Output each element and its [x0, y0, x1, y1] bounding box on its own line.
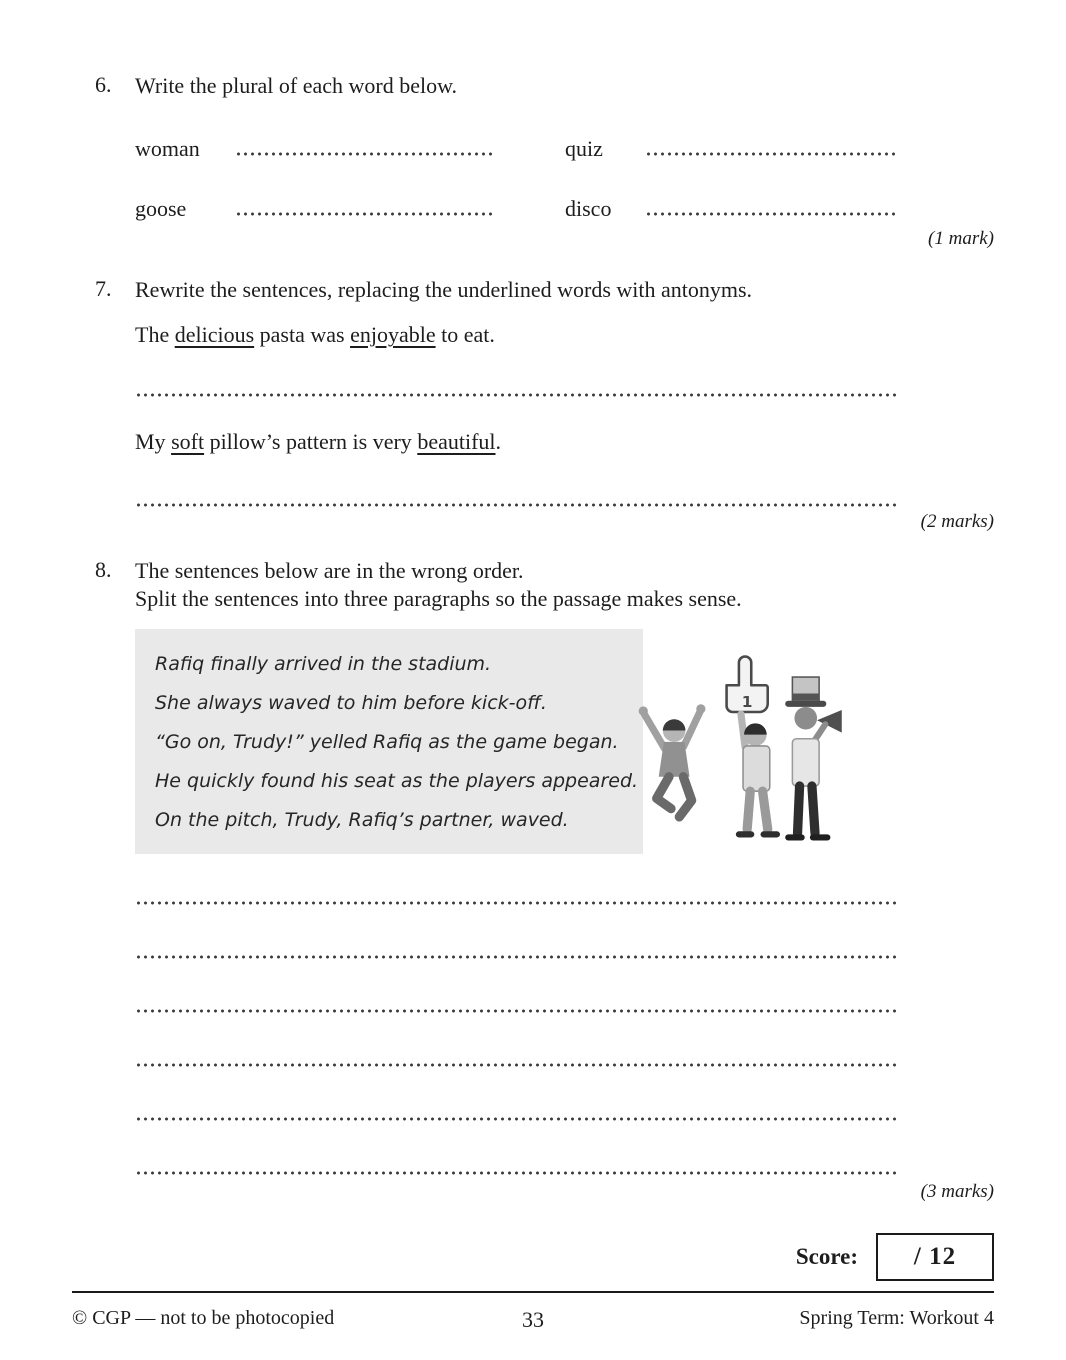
sentence-2: [135, 429, 994, 455]
word-label-goose: goose: [135, 196, 187, 221]
passage-sentence-1: Rafiq finally arrived in the stadium.: [155, 653, 492, 675]
page-footer: [72, 1291, 994, 1330]
sentence-1-text: The: [135, 322, 175, 347]
sentence-2-text: My: [135, 429, 172, 454]
question-8-number: 8.: [95, 557, 112, 582]
question-6-marks: (1 mark): [928, 228, 994, 249]
passage-sentence-4: He quickly found his seat as the players appeared.: [155, 770, 639, 792]
passage-box: [135, 629, 643, 854]
word-label-disco: disco: [565, 196, 612, 221]
q7-answer-line-1[interactable]: [135, 391, 900, 397]
answer-line-goose-plural[interactable]: [235, 210, 492, 216]
passage-sentence-5: On the pitch, Trudy, Rafiq’s partner, waved.: [155, 809, 569, 831]
fan-left-figure: [639, 704, 706, 817]
sentence-2-text: .: [495, 429, 502, 454]
q8-answer-line-2[interactable]: [135, 953, 900, 959]
celebrating-fans-illustration: [633, 633, 851, 863]
q8-answer-line-4[interactable]: [135, 1061, 900, 1067]
score-value: / 12: [913, 1243, 957, 1270]
score-box[interactable]: [876, 1233, 994, 1281]
underlined-word-delicious: delicious: [174, 322, 255, 347]
word-label-woman: woman: [135, 136, 200, 161]
question-7-marks: (2 marks): [920, 511, 994, 532]
answer-line-quiz-plural[interactable]: [645, 150, 895, 156]
question-7: [72, 276, 994, 533]
sentence-1: [135, 322, 994, 348]
passage-sentence-3: “Go on, Trudy!” yelled Rafiq as the game began.: [155, 731, 619, 753]
score-row: [135, 1233, 994, 1281]
q8-answer-line-3[interactable]: [135, 1007, 900, 1013]
underlined-word-beautiful: beautiful: [417, 429, 496, 454]
plural-row-1: [135, 136, 994, 162]
q8-answer-line-6[interactable]: [135, 1169, 900, 1175]
underlined-word-enjoyable: enjoyable: [350, 322, 436, 347]
word-label-quiz: quiz: [565, 136, 603, 161]
passage-sentence-2: She always waved to him before kick-off.: [155, 692, 547, 714]
question-8: [72, 557, 994, 1281]
answer-line-disco-plural[interactable]: [645, 210, 895, 216]
question-8-prompt-line-1: The sentences below are in the wrong order.: [135, 558, 524, 583]
q8-answer-lines: [135, 899, 994, 1175]
score-label: Score:: [795, 1244, 858, 1269]
underlined-word-soft: soft: [171, 429, 205, 454]
fan-right-figure: [785, 677, 842, 837]
sentence-1-text: to eat.: [435, 322, 495, 347]
question-6-prompt: Write the plural of each word below.: [135, 73, 458, 98]
q7-answer-line-2[interactable]: [135, 501, 900, 507]
q8-answer-line-5[interactable]: [135, 1115, 900, 1121]
sentence-1-text: pasta was: [254, 322, 351, 347]
sentence-2-text: pillow’s pattern is very: [204, 429, 418, 454]
foam-finger-number: 1: [741, 692, 753, 711]
question-7-prompt: Rewrite the sentences, replacing the underlined words with antonyms.: [135, 277, 753, 302]
copyright-notice: © CGP — not to be photocopied: [72, 1307, 335, 1329]
question-6-number: 6.: [95, 72, 112, 97]
question-7-number: 7.: [95, 276, 112, 301]
question-8-marks: (3 marks): [920, 1181, 994, 1202]
page-number: 33: [522, 1307, 544, 1332]
question-8-prompt-line-2: Split the sentences into three paragraphs so the passage makes sense.: [135, 586, 742, 611]
q8-answer-line-1[interactable]: [135, 899, 900, 905]
footer-term-label: Spring Term: Workout 4: [799, 1307, 994, 1329]
passage-area: [135, 629, 994, 863]
question-6: [72, 72, 994, 250]
fan-middle-figure: [727, 656, 777, 834]
answer-line-woman-plural[interactable]: [235, 150, 492, 156]
plural-row-2: [135, 196, 994, 222]
